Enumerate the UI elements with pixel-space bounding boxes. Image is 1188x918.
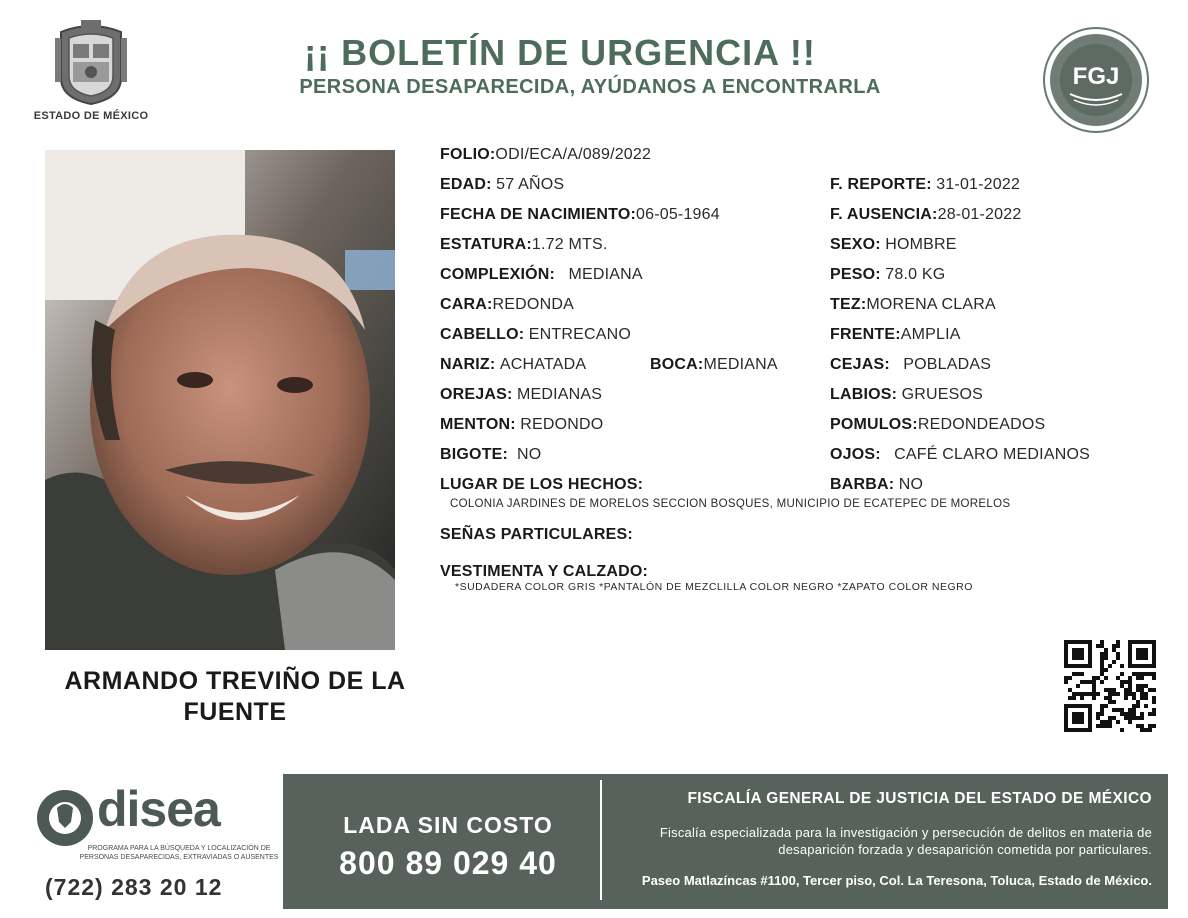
odisea-logo	[35, 780, 279, 910]
vestimenta-value: *SUDADERA COLOR GRIS *PANTALÓN DE MEZCLILLA COLOR NEGRO *ZAPATO COLOR NEGRO	[455, 581, 973, 593]
field-value: 06-05-1964	[636, 206, 720, 223]
field-cara	[440, 295, 574, 315]
fgj-description: Fiscalía especializada para la investigación y persecución de delitos en materia de desaparición forzada y desaparición cometida por particulares.	[659, 825, 1152, 857]
field-label: TEZ:	[830, 296, 867, 313]
field-value: 1.72 MTS.	[531, 236, 608, 253]
field-label: POMULOS:	[830, 416, 918, 433]
odisea-pin-icon	[35, 788, 95, 848]
field-label: SEXO:	[830, 236, 881, 253]
field-value: REDONDO	[520, 416, 604, 433]
field-pomulos	[830, 415, 1045, 435]
field-value: MORENA CLARA	[866, 296, 996, 313]
fgj-full-name: FISCALÍA GENERAL DE JUSTICIA DEL ESTADO DE MÉXICO	[687, 790, 1152, 807]
field-senas	[440, 525, 633, 545]
field-value: 31-01-2022	[936, 176, 1021, 193]
field-label: OREJAS:	[440, 386, 513, 403]
bulletin-subtitle: PERSONA DESAPARECIDA, AYÚDANOS A ENCONTRARLA	[299, 76, 881, 98]
field-value: GRUESOS	[901, 386, 984, 403]
odisea-description: PROGRAMA PARA LA BÚSQUEDA Y LOCALIZACIÓN DE PERSONAS DESAPARECIDAS, EXTRAVIADAS O AUSENTES	[79, 845, 279, 861]
field-bigote	[440, 445, 541, 465]
field-peso	[830, 265, 945, 285]
field-value: NO	[516, 446, 542, 463]
field-label: F. REPORTE:	[830, 176, 932, 193]
field-f-ausencia	[830, 205, 1021, 225]
field-label: PESO:	[830, 266, 881, 283]
field-value: ACHATADA	[499, 356, 587, 373]
field-label: COMPLEXIÓN:	[440, 266, 556, 283]
field-label: F. AUSENCIA:	[830, 206, 938, 223]
field-edad	[440, 175, 564, 195]
qr-code-icon	[1064, 640, 1156, 732]
field-value: MEDIANA	[703, 356, 778, 373]
lugar-value: COLONIA JARDINES DE MORELOS SECCION BOSQUES, MUNICIPIO DE ECATEPEC DE MORELOS	[450, 498, 1011, 510]
field-label: BARBA:	[830, 476, 895, 493]
field-label: SEÑAS PARTICULARES:	[440, 526, 633, 543]
field-value: 78.0 KG	[885, 266, 946, 283]
field-value: NO	[898, 476, 924, 493]
field-label: CARA:	[440, 296, 493, 313]
estado-de-mexico-logo	[28, 18, 154, 130]
field-label: OJOS:	[830, 446, 881, 463]
field-f-reporte	[830, 175, 1020, 195]
field-boca	[650, 355, 778, 375]
field-menton	[440, 415, 603, 435]
field-label: ESTATURA:	[440, 236, 532, 253]
field-cejas	[830, 355, 991, 375]
field-fecha-nacimiento	[440, 205, 720, 225]
field-label: EDAD:	[440, 176, 492, 193]
bulletin-title: ¡¡ BOLETÍN DE URGENCIA !!	[304, 32, 816, 73]
fgj-address: Paseo Matlazíncas #1100, Tercer piso, Col. La Teresona, Toluca, Estado de México.	[641, 873, 1152, 888]
field-ojos	[830, 445, 1090, 465]
field-label: FECHA DE NACIMIENTO:	[440, 206, 636, 223]
field-value: MEDIANA	[568, 266, 643, 283]
person-name: ARMANDO TREVIÑO DE LA FUENTE	[64, 667, 406, 726]
field-tez	[830, 295, 996, 315]
field-value: CAFÉ CLARO MEDIANOS	[894, 446, 1090, 463]
odisea-phone[interactable]: (722) 283 20 12	[45, 874, 223, 900]
field-label: BIGOTE:	[440, 446, 509, 463]
field-label: LABIOS:	[830, 386, 898, 403]
field-barba	[830, 475, 923, 495]
estado-de-mexico-label: ESTADO DE MÉXICO	[33, 110, 149, 122]
field-frente	[830, 325, 961, 345]
field-value: ODI/ECA/A/089/2022	[495, 146, 652, 163]
field-lugar-label	[440, 475, 643, 495]
field-value: 57 AÑOS	[496, 176, 565, 193]
field-labios	[830, 385, 983, 405]
field-label: CEJAS:	[830, 356, 890, 373]
toll-free-number[interactable]: 800 89 029 40	[339, 845, 557, 881]
field-label: FOLIO:	[440, 146, 496, 163]
field-value: MEDIANAS	[516, 386, 603, 403]
field-value: ENTRECANO	[528, 326, 631, 343]
field-folio	[440, 145, 651, 165]
odisea-wordmark: disea	[97, 781, 220, 837]
qr-code[interactable]	[1064, 640, 1156, 732]
coat-of-arms-icon	[51, 18, 131, 106]
fgj-abbrev-text: FGJ	[1072, 63, 1120, 90]
fgj-seal-icon	[1042, 26, 1150, 134]
field-value: POBLADAS	[903, 356, 992, 373]
missing-person-photo	[45, 150, 395, 650]
field-label: MENTON:	[440, 416, 516, 433]
toll-free-label: LADA SIN COSTO	[343, 812, 553, 838]
field-label: NARIZ:	[440, 356, 496, 373]
field-orejas	[440, 385, 602, 405]
field-value: AMPLIA	[900, 326, 961, 343]
field-label: CABELLO:	[440, 326, 525, 343]
field-value: REDONDA	[492, 296, 574, 313]
field-cabello	[440, 325, 631, 345]
portrait-image	[45, 150, 395, 650]
field-complexion	[440, 265, 643, 285]
field-value: HOMBRE	[885, 236, 957, 253]
field-value: 28-01-2022	[937, 206, 1022, 223]
field-value: REDONDEADOS	[917, 416, 1046, 433]
field-label: BOCA:	[650, 356, 704, 373]
field-label: VESTIMENTA Y CALZADO:	[440, 563, 649, 580]
field-sexo	[830, 235, 957, 255]
field-label: LUGAR DE LOS HECHOS:	[440, 476, 644, 493]
field-nariz	[440, 355, 586, 375]
fgj-seal-logo	[1042, 26, 1150, 134]
field-estatura	[440, 235, 607, 255]
field-label: FRENTE:	[830, 326, 901, 343]
